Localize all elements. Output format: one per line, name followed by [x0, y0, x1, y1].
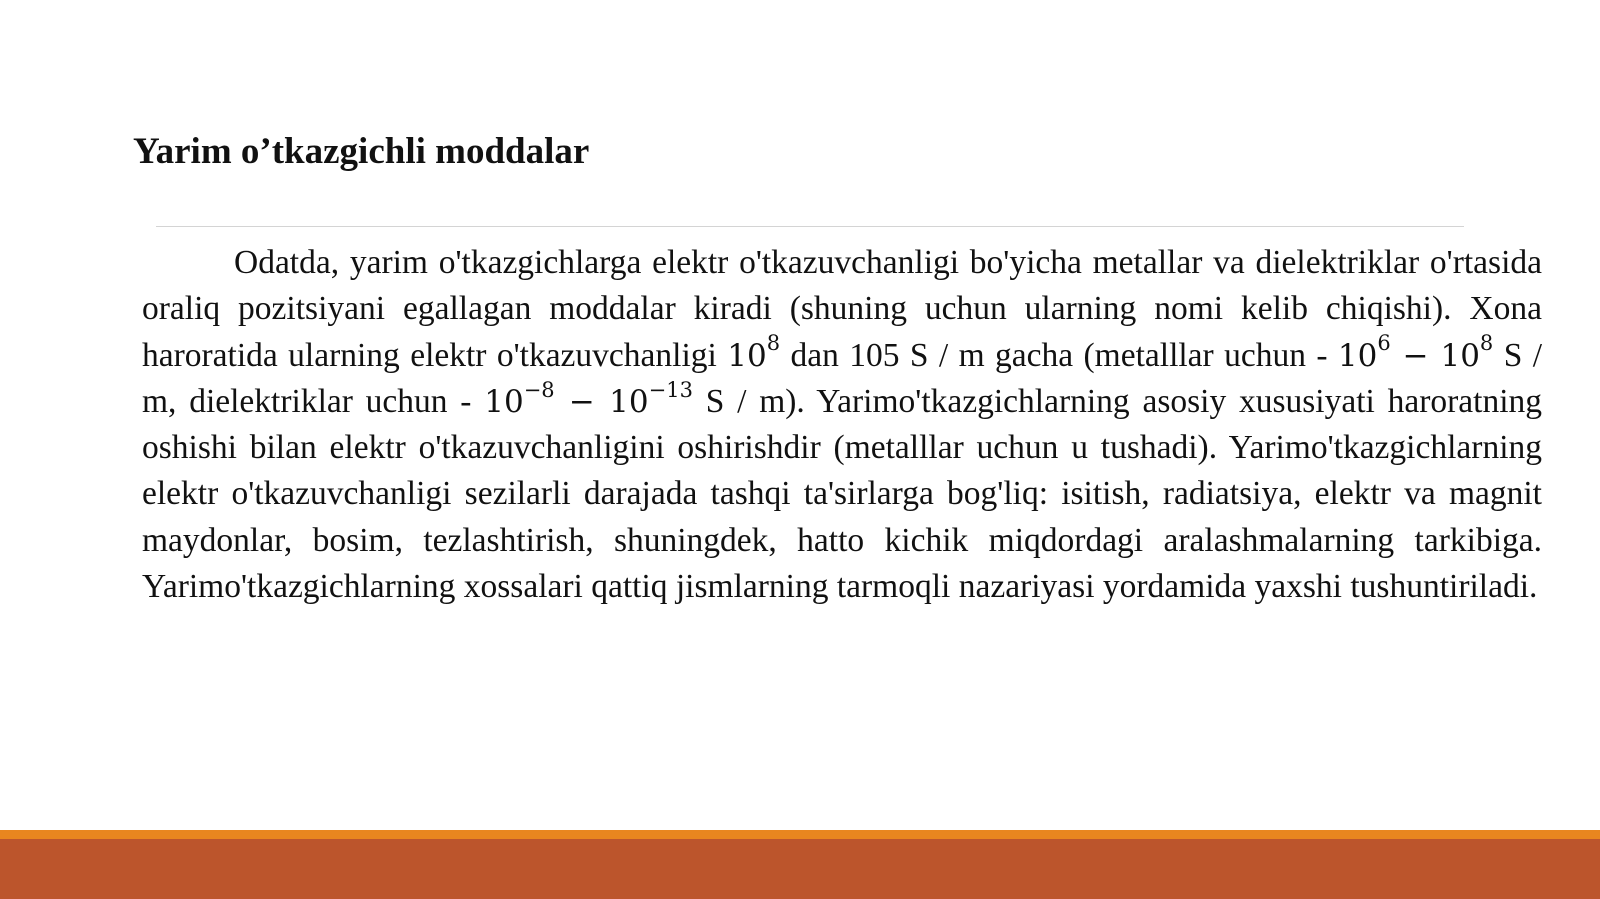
math-exponent: −13	[648, 377, 693, 402]
math-operator: −	[1402, 337, 1429, 374]
math-expression-3	[484, 377, 693, 420]
footer-accent-stripe	[0, 830, 1600, 839]
math-expression-1	[727, 331, 781, 374]
math-operator: −	[568, 383, 595, 420]
footer-band	[0, 839, 1600, 899]
title-divider	[156, 226, 1464, 227]
math-base: 10	[1337, 337, 1378, 374]
math-base: 10	[609, 383, 649, 420]
math-exponent: 8	[1479, 331, 1494, 356]
slide-title: Yarim o’tkazgichli moddalar	[133, 131, 590, 172]
math-exponent: −8	[523, 377, 555, 402]
math-base: 10	[727, 337, 767, 374]
math-expression-2	[1337, 331, 1494, 374]
text-segment-2: dan 105 S / m gacha (metalllar uchun -	[790, 336, 1328, 374]
text-segment-1: Odatda, yarim o'tkazgichlarga elektr o'tkazuvchanligi bo'yicha metallar va dielektriklar o'rtasida oraliq pozitsiyani egallagan moddalar kiradi (shuning uchun ularning nomi kelib chiqishi). Xona haroratida ularning elektr o'tkazuvchanligi	[142, 244, 1542, 374]
text-segment-4: S / m). Yarimo'tkazgichlarning asosiy xususiyati haroratning oshishi bilan elektr o'tkazuvchanligini oshirishdir (metalllar uchun u tushadi). Yarimo'tkazgichlarning elektr o'tkazuvchanligi sezilarli darajada tashqi ta'sirlarga bog'liq: isitish, radiatsiya, elektr va magnit maydonlar, bosim, tezlashtirish, shuningdek, hatto kichik miqdordagi aralashmalarning tarkibiga. Yarimo'tkazgichlarning xossalari qattiq jismlarning tarmoqli nazariyasi yordamida yaxshi tushuntiriladi.	[142, 382, 1543, 606]
body-paragraph	[142, 240, 1542, 610]
math-exponent: 8	[766, 331, 781, 356]
math-base: 10	[484, 383, 524, 420]
math-exponent: 6	[1377, 331, 1391, 356]
text-segment-3: S / m, dielektriklar uchun -	[142, 336, 1543, 420]
math-base: 10	[1440, 337, 1480, 374]
